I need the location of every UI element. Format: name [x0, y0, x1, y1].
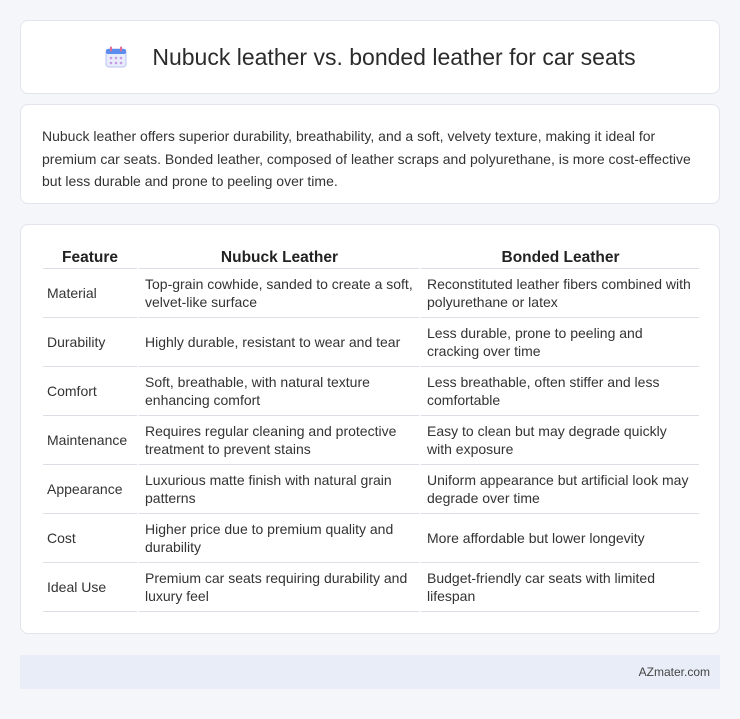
bonded-cell: Budget-friendly car seats with limited lifespan [419, 563, 699, 612]
comparison-table-card [20, 224, 720, 634]
nubuck-cell: Requires regular cleaning and protective treatment to prevent stains [137, 416, 419, 465]
calendar-icon [104, 45, 128, 69]
table-row [43, 416, 699, 465]
footer-brand[interactable]: AZmater.com [638, 665, 710, 679]
nubuck-cell: Top-grain cowhide, sanded to create a soft, velvet-like surface [137, 269, 419, 318]
nubuck-cell: Luxurious matte finish with natural grain patterns [137, 465, 419, 514]
table-row [43, 318, 699, 367]
table-row [43, 514, 699, 563]
bonded-cell: Easy to clean but may degrade quickly with exposure [419, 416, 699, 465]
header-nubuck: Nubuck Leather [137, 247, 419, 269]
bonded-cell: Uniform appearance but artificial look may degrade over time [419, 465, 699, 514]
footer-bar [20, 655, 720, 689]
nubuck-cell: Highly durable, resistant to wear and tear [137, 318, 419, 367]
summary-text: Nubuck leather offers superior durability, breathability, and a soft, velvety texture, making it ideal for premium car seats. Bonded leather, composed of leather scraps and polyurethane, is more cost-effective but less durable and prone to peeling over time. [42, 128, 691, 189]
header-feature: Feature [43, 247, 137, 269]
feature-cell: Cost [43, 514, 137, 563]
header-bonded: Bonded Leather [419, 247, 699, 269]
table-row [43, 269, 699, 318]
table-row [43, 367, 699, 416]
feature-cell: Comfort [43, 367, 137, 416]
feature-cell: Durability [43, 318, 137, 367]
title-card [20, 20, 720, 94]
bonded-cell: Reconstituted leather fibers combined with polyurethane or latex [419, 269, 699, 318]
table-row [43, 563, 699, 612]
comparison-table [43, 247, 699, 612]
nubuck-cell: Premium car seats requiring durability and luxury feel [137, 563, 419, 612]
summary-card [20, 104, 720, 204]
bonded-cell: Less durable, prone to peeling and cracking over time [419, 318, 699, 367]
table-row [43, 465, 699, 514]
feature-cell: Ideal Use [43, 563, 137, 612]
page-title: Nubuck leather vs. bonded leather for car seats [152, 43, 636, 70]
bonded-cell: More affordable but lower longevity [419, 514, 699, 563]
feature-cell: Material [43, 269, 137, 318]
feature-cell: Maintenance [43, 416, 137, 465]
nubuck-cell: Soft, breathable, with natural texture enhancing comfort [137, 367, 419, 416]
bonded-cell: Less breathable, often stiffer and less comfortable [419, 367, 699, 416]
nubuck-cell: Higher price due to premium quality and durability [137, 514, 419, 563]
table-header-row [43, 247, 699, 269]
feature-cell: Appearance [43, 465, 137, 514]
